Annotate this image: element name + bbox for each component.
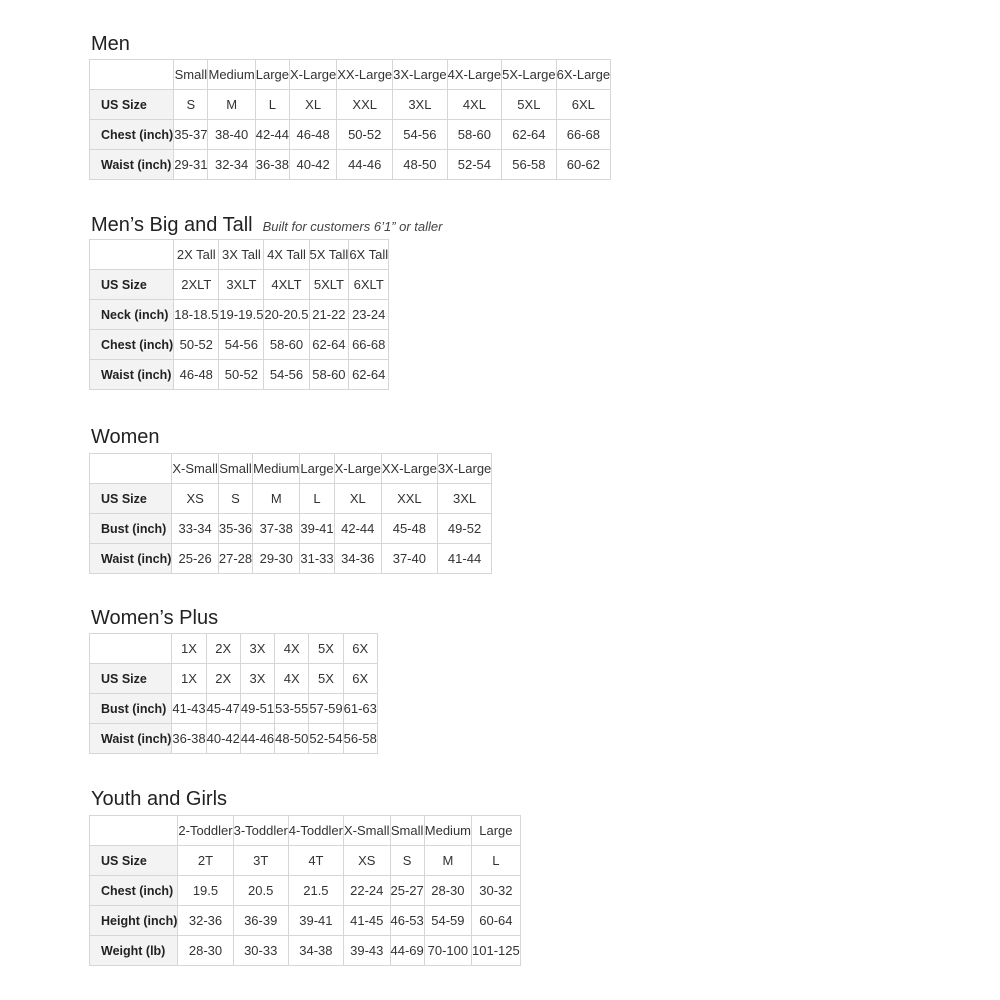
table-cell: 58-60 [264, 330, 309, 360]
table-cell: 34-36 [334, 544, 381, 574]
table-row [90, 724, 378, 754]
table-cell: 25-27 [390, 876, 424, 906]
row-label: Chest (inch) [90, 120, 174, 150]
table-cell: 5X [309, 664, 343, 694]
column-header: 2X Tall [174, 240, 219, 270]
table-cell: 48-50 [393, 150, 447, 180]
table-cell: 60-64 [472, 906, 521, 936]
table-cell: 41-45 [344, 906, 391, 936]
table-cell: 70-100 [424, 936, 471, 966]
section-title-text: Youth and Girls [91, 788, 228, 810]
table-cell: XXL [337, 90, 393, 120]
column-header: 5X-Large [502, 60, 556, 90]
table-row [90, 514, 492, 544]
table-cell: 34-38 [288, 936, 343, 966]
table-cell: 39-43 [344, 936, 391, 966]
column-header: 4-Toddler [288, 816, 343, 846]
table-cell: 54-56 [219, 330, 264, 360]
table-cell: 2T [178, 846, 233, 876]
row-label: US Size [90, 270, 174, 300]
table-row [90, 484, 492, 514]
table-cell: 22-24 [344, 876, 391, 906]
row-label: Height (inch) [90, 906, 178, 936]
table-row [90, 906, 521, 936]
row-label: US Size [90, 664, 172, 694]
table-cell: 44-46 [240, 724, 274, 754]
table-cell: 57-59 [309, 694, 343, 724]
table-corner-cell [90, 454, 172, 484]
table-cell: 61-63 [343, 694, 377, 724]
column-header: 5X [309, 634, 343, 664]
table-header-row [90, 634, 378, 664]
table-row [90, 330, 389, 360]
table-cell: 37-38 [253, 514, 300, 544]
table-corner-cell [90, 816, 178, 846]
table-cell: 58-60 [309, 360, 349, 390]
table-cell: 4XL [447, 90, 501, 120]
table-cell: 54-56 [393, 120, 447, 150]
column-header: Medium [424, 816, 471, 846]
table-row [90, 846, 521, 876]
table-cell: 46-48 [174, 360, 219, 390]
table-corner-cell [90, 60, 174, 90]
table-cell: 19-19.5 [219, 300, 264, 330]
table-cell: L [472, 846, 521, 876]
section-title-text: Women’s Plus [91, 607, 219, 629]
column-header: X-Large [289, 60, 336, 90]
table-cell: 31-33 [300, 544, 334, 574]
column-header: 3-Toddler [233, 816, 288, 846]
table-cell: 41-43 [172, 694, 206, 724]
row-label: Weight (lb) [90, 936, 178, 966]
table-cell: 36-38 [172, 724, 206, 754]
column-header: 3X-Large [393, 60, 447, 90]
table-cell: 33-34 [172, 514, 219, 544]
column-header: 1X [172, 634, 206, 664]
table-cell: XXL [381, 484, 437, 514]
table-cell: 48-50 [275, 724, 309, 754]
column-header: X-Small [172, 454, 219, 484]
column-header: Large [472, 816, 521, 846]
table-cell: 39-41 [300, 514, 334, 544]
column-header: 4X-Large [447, 60, 501, 90]
table-cell: 44-69 [390, 936, 424, 966]
row-label: Neck (inch) [90, 300, 174, 330]
table-cell: 6X [343, 664, 377, 694]
column-header: X-Small [344, 816, 391, 846]
table-row [90, 936, 521, 966]
column-header: 3X-Large [437, 454, 491, 484]
table-cell: 28-30 [424, 876, 471, 906]
table-cell: 2X [206, 664, 240, 694]
column-header: XX-Large [381, 454, 437, 484]
row-label: Waist (inch) [90, 360, 174, 390]
table-cell: 20.5 [233, 876, 288, 906]
table-cell: XL [289, 90, 336, 120]
table-cell: S [174, 90, 208, 120]
table-cell: 62-64 [349, 360, 389, 390]
table-cell: 3X [240, 664, 274, 694]
table-cell: 4XLT [264, 270, 309, 300]
row-label: Waist (inch) [90, 150, 174, 180]
column-header: 6X [343, 634, 377, 664]
table-row [90, 300, 389, 330]
table-cell: 58-60 [447, 120, 501, 150]
table-cell: 45-48 [381, 514, 437, 544]
table-cell: 36-39 [233, 906, 288, 936]
table-cell: 20-20.5 [264, 300, 309, 330]
table-cell: 40-42 [289, 150, 336, 180]
table-cell: 46-48 [289, 120, 336, 150]
size-table [89, 633, 378, 754]
table-cell: 62-64 [502, 120, 556, 150]
table-cell: 32-36 [178, 906, 233, 936]
column-header: 3X [240, 634, 274, 664]
table-cell: 6XL [556, 90, 610, 120]
table-row [90, 270, 389, 300]
table-cell: M [253, 484, 300, 514]
table-cell: M [424, 846, 471, 876]
table-cell: 54-59 [424, 906, 471, 936]
table-cell: 44-46 [337, 150, 393, 180]
table-cell: 35-37 [174, 120, 208, 150]
table-cell: L [300, 484, 334, 514]
table-cell: S [218, 484, 252, 514]
table-cell: 49-51 [240, 694, 274, 724]
table-cell: 49-52 [437, 514, 491, 544]
section-title [91, 214, 443, 238]
table-cell: 35-36 [218, 514, 252, 544]
table-cell: 60-62 [556, 150, 610, 180]
table-cell: 40-42 [206, 724, 240, 754]
table-cell: 56-58 [343, 724, 377, 754]
row-label: US Size [90, 846, 178, 876]
table-cell: 53-55 [275, 694, 309, 724]
table-cell: 30-33 [233, 936, 288, 966]
column-header: X-Large [334, 454, 381, 484]
table-cell: S [390, 846, 424, 876]
table-cell: 3T [233, 846, 288, 876]
table-cell: M [208, 90, 255, 120]
table-cell: 2XLT [174, 270, 219, 300]
table-cell: 50-52 [174, 330, 219, 360]
column-header: 5X Tall [309, 240, 349, 270]
section-title [91, 788, 227, 810]
table-header-row [90, 454, 492, 484]
table-cell: 56-58 [502, 150, 556, 180]
column-header: Small [174, 60, 208, 90]
table-row [90, 544, 492, 574]
column-header: Small [390, 816, 424, 846]
table-cell: 3XL [393, 90, 447, 120]
column-header: XX-Large [337, 60, 393, 90]
row-label: US Size [90, 90, 174, 120]
section-title [91, 426, 160, 448]
table-cell: 66-68 [556, 120, 610, 150]
table-cell: 42-44 [334, 514, 381, 544]
table-header-row [90, 816, 521, 846]
row-label: Bust (inch) [90, 514, 172, 544]
table-cell: 21-22 [309, 300, 349, 330]
table-cell: 36-38 [255, 150, 289, 180]
table-cell: 29-31 [174, 150, 208, 180]
table-cell: 19.5 [178, 876, 233, 906]
table-cell: 3XL [437, 484, 491, 514]
table-cell: 42-44 [255, 120, 289, 150]
table-header-row [90, 240, 389, 270]
column-header: 4X [275, 634, 309, 664]
table-row [90, 694, 378, 724]
size-table [89, 59, 611, 180]
column-header: Medium [253, 454, 300, 484]
section-title [91, 33, 130, 55]
table-cell: 46-53 [390, 906, 424, 936]
size-table [89, 815, 521, 966]
table-cell: 28-30 [178, 936, 233, 966]
table-cell: 32-34 [208, 150, 255, 180]
table-cell: 37-40 [381, 544, 437, 574]
column-header: 3X Tall [219, 240, 264, 270]
column-header: 2X [206, 634, 240, 664]
section-title-text: Men’s Big and Tall [91, 214, 253, 236]
table-cell: 27-28 [218, 544, 252, 574]
column-header: 4X Tall [264, 240, 309, 270]
table-cell: 4T [288, 846, 343, 876]
table-cell: XS [344, 846, 391, 876]
table-cell: 6XLT [349, 270, 389, 300]
table-cell: 25-26 [172, 544, 219, 574]
table-cell: 38-40 [208, 120, 255, 150]
table-row [90, 664, 378, 694]
table-cell: 52-54 [309, 724, 343, 754]
section-subtitle: Built for customers 6’1” or taller [262, 219, 443, 234]
table-row [90, 90, 611, 120]
size-table [89, 239, 389, 390]
column-header: 6X Tall [349, 240, 389, 270]
column-header: Medium [208, 60, 255, 90]
table-corner-cell [90, 634, 172, 664]
column-header: Small [218, 454, 252, 484]
table-cell: 4X [275, 664, 309, 694]
row-label: Chest (inch) [90, 330, 174, 360]
table-cell: XL [334, 484, 381, 514]
table-cell: 41-44 [437, 544, 491, 574]
table-corner-cell [90, 240, 174, 270]
table-row [90, 876, 521, 906]
table-cell: 62-64 [309, 330, 349, 360]
table-cell: 29-30 [253, 544, 300, 574]
table-row [90, 120, 611, 150]
table-cell: XS [172, 484, 219, 514]
row-label: Bust (inch) [90, 694, 172, 724]
table-cell: 30-32 [472, 876, 521, 906]
table-row [90, 150, 611, 180]
table-cell: 54-56 [264, 360, 309, 390]
row-label: Waist (inch) [90, 724, 172, 754]
table-cell: 50-52 [337, 120, 393, 150]
table-cell: 1X [172, 664, 206, 694]
column-header: 2-Toddler [178, 816, 233, 846]
column-header: 6X-Large [556, 60, 610, 90]
table-cell: 45-47 [206, 694, 240, 724]
column-header: Large [300, 454, 334, 484]
table-cell: 18-18.5 [174, 300, 219, 330]
section-title-text: Women [91, 426, 160, 448]
table-cell: 23-24 [349, 300, 389, 330]
table-cell: 21.5 [288, 876, 343, 906]
table-cell: L [255, 90, 289, 120]
table-cell: 50-52 [219, 360, 264, 390]
column-header: Large [255, 60, 289, 90]
table-cell: 101-125 [472, 936, 521, 966]
table-row [90, 360, 389, 390]
table-cell: 5XL [502, 90, 556, 120]
table-header-row [90, 60, 611, 90]
section-title [91, 607, 218, 629]
table-cell: 39-41 [288, 906, 343, 936]
table-cell: 66-68 [349, 330, 389, 360]
row-label: Chest (inch) [90, 876, 178, 906]
table-cell: 5XLT [309, 270, 349, 300]
row-label: US Size [90, 484, 172, 514]
section-title-text: Men [91, 33, 130, 55]
size-table [89, 453, 492, 574]
table-cell: 52-54 [447, 150, 501, 180]
table-cell: 3XLT [219, 270, 264, 300]
row-label: Waist (inch) [90, 544, 172, 574]
